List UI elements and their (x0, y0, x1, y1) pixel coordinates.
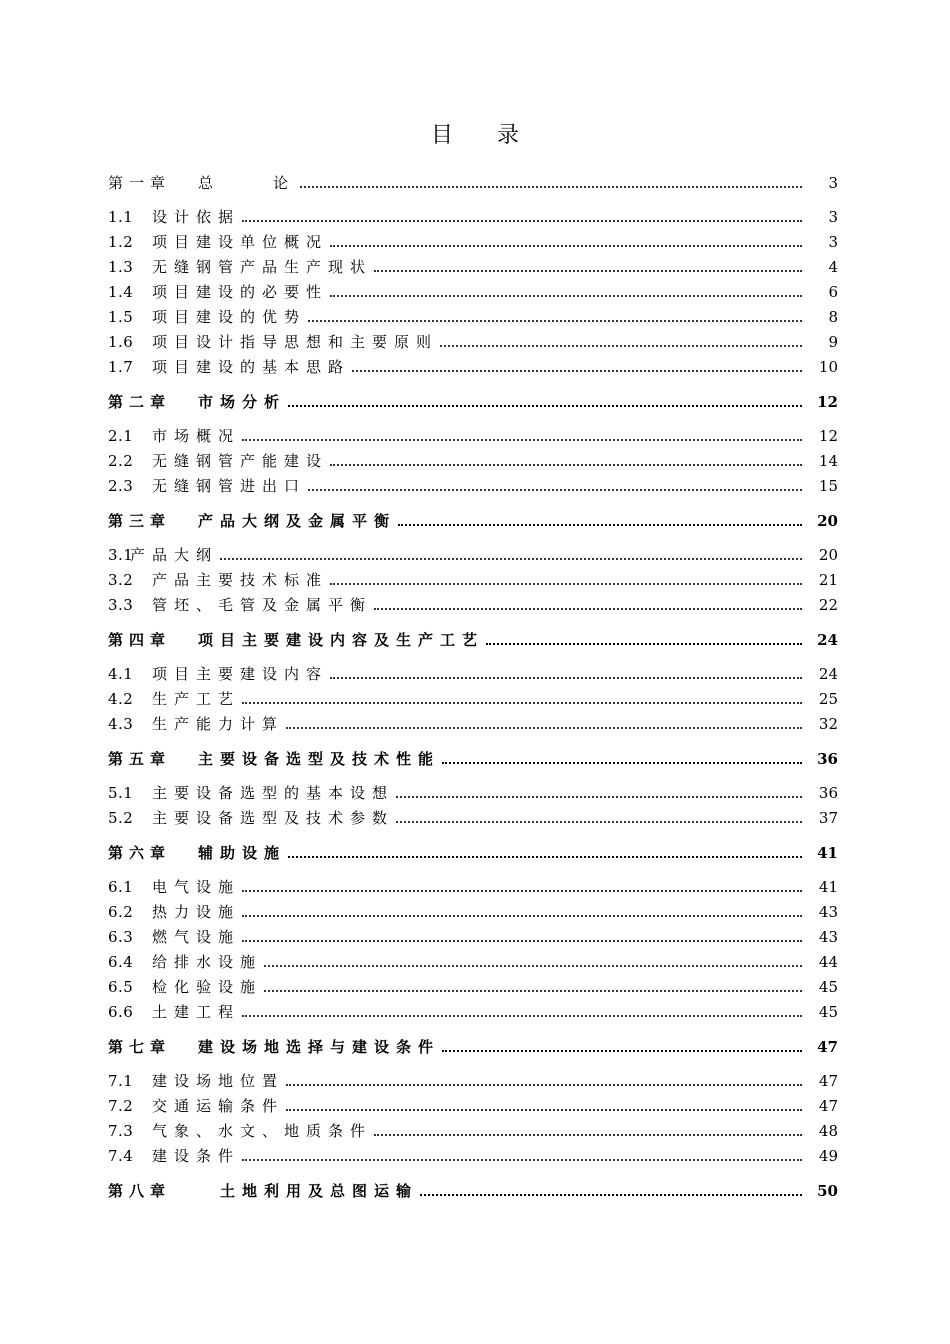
toc-section-entry[interactable] (108, 202, 838, 227)
toc-page-number: 22 (818, 596, 838, 614)
toc-section-entry[interactable] (108, 1116, 838, 1141)
toc-page-number: 41 (818, 878, 838, 896)
toc-entry-title: 热力设施 (152, 903, 241, 921)
toc-entry-title: 生产能力计算 (152, 715, 285, 733)
toc-chapter-entry[interactable] (108, 744, 838, 769)
toc-gap (108, 158, 838, 168)
toc-page-number: 10 (818, 358, 838, 376)
dot-leader (396, 796, 802, 798)
toc-entry-number: 第五章 (108, 749, 172, 768)
toc-entry-title: 项目建设的基本思路 (152, 358, 351, 376)
toc-page-number: 3 (828, 173, 838, 192)
dot-leader (442, 1050, 802, 1052)
toc-page-number: 20 (817, 511, 838, 530)
toc-entry-title: 项目建设的必要性 (152, 283, 329, 301)
toc-entry-title: 市场概况 (152, 427, 241, 445)
toc-page-number: 12 (818, 427, 838, 445)
dot-leader (308, 320, 802, 322)
toc-entry-number: 第一章 (108, 173, 172, 192)
toc-entry-title: 建设场地位置 (152, 1072, 285, 1090)
toc-page-number: 43 (818, 928, 838, 946)
toc-entry-number: 1.4 (108, 283, 134, 301)
toc-entry-title: 设计依据 (152, 208, 241, 226)
toc-chapter-entry[interactable] (108, 838, 838, 863)
toc-section-entry[interactable] (108, 252, 838, 277)
toc-section-entry[interactable] (108, 302, 838, 327)
toc-entry-number: 5.2 (108, 809, 134, 827)
toc-section-entry[interactable] (108, 659, 838, 684)
toc-entry-number: 2.2 (108, 452, 134, 470)
toc-page-number: 50 (817, 1181, 838, 1200)
toc-gap (108, 377, 838, 387)
dot-leader (242, 940, 802, 942)
toc-page-number: 6 (828, 283, 838, 301)
toc-entry-title: 检化验设施 (152, 978, 263, 996)
toc-section-entry[interactable] (108, 1141, 838, 1166)
dot-leader (288, 405, 802, 407)
toc-entry-number: 2.3 (108, 477, 134, 495)
toc-page-number: 47 (818, 1072, 838, 1090)
dot-leader (242, 702, 802, 704)
toc-chapter-entry[interactable] (108, 387, 838, 412)
toc-entry-number: 1.5 (108, 308, 134, 326)
toc-page-number: 37 (818, 809, 838, 827)
toc-section-entry[interactable] (108, 421, 838, 446)
toc-entry-title: 产品主要技术标准 (152, 571, 329, 589)
toc-gap (108, 734, 838, 744)
toc-entry-title: 土建工程 (152, 1003, 241, 1021)
dot-leader (300, 186, 802, 188)
toc-chapter-entry[interactable] (108, 1176, 838, 1201)
toc-page-number: 8 (828, 308, 838, 326)
toc-entry-number: 7.1 (108, 1072, 134, 1090)
toc-entry-title: 无缝钢管产品生产现状 (152, 258, 373, 276)
toc-page-number: 14 (818, 452, 838, 470)
toc-entry-number: 4.1 (108, 665, 134, 683)
toc-entry-number: 7.3 (108, 1122, 134, 1140)
toc-section-entry[interactable] (108, 972, 838, 997)
dot-leader (220, 558, 802, 560)
toc-gap (108, 863, 838, 873)
toc-page-number: 45 (818, 1003, 838, 1021)
toc-entry-number: 第二章 (108, 392, 172, 411)
toc-page-number: 4 (828, 258, 838, 276)
toc-section-entry[interactable] (108, 327, 838, 352)
toc-section-entry[interactable] (108, 922, 838, 947)
toc-entry-number: 6.6 (108, 1003, 134, 1021)
page-title: 目录 (430, 123, 563, 148)
toc-entry-number: 3.3 (108, 596, 134, 614)
dot-leader (398, 524, 802, 526)
toc-entry-title: 气象、水文、地质条件 (152, 1122, 373, 1140)
toc-entry-title: 给排水设施 (152, 953, 263, 971)
toc-section-entry[interactable] (108, 709, 838, 734)
toc-entry-title: 项目建设的优势 (152, 308, 307, 326)
toc-page-number: 47 (818, 1097, 838, 1115)
toc-page-number: 44 (818, 953, 838, 971)
toc-entry-number: 5.1 (108, 784, 134, 802)
toc-section-entry[interactable] (108, 352, 838, 377)
toc-entry-number: 第八章 (108, 1181, 172, 1200)
toc-page-number: 47 (817, 1037, 838, 1056)
toc-gap (108, 496, 838, 506)
toc-entry-number: 4.2 (108, 690, 134, 708)
toc-gap (108, 1057, 838, 1067)
toc-entry-title: 建设场地选择与建设条件 (198, 1037, 441, 1056)
toc-entry-title: 土地利用及总图运输 (220, 1181, 419, 1200)
toc-section-entry[interactable] (108, 684, 838, 709)
dot-leader (352, 370, 802, 372)
toc-section-entry[interactable] (108, 947, 838, 972)
toc-page-number: 36 (818, 784, 838, 802)
dot-leader (330, 677, 802, 679)
dot-leader (374, 270, 802, 272)
dot-leader (396, 821, 802, 823)
toc-page-number: 41 (817, 843, 838, 862)
toc-entry-number: 第七章 (108, 1037, 172, 1056)
toc-entry-number: 6.5 (108, 978, 134, 996)
toc-section-entry[interactable] (108, 778, 838, 803)
toc-entry-title: 管坯、毛管及金属平衡 (152, 596, 373, 614)
toc-gap (108, 828, 838, 838)
toc-page-number: 15 (818, 477, 838, 495)
dot-leader (374, 1134, 802, 1136)
toc-chapter-entry[interactable] (108, 625, 838, 650)
toc-gap (108, 615, 838, 625)
toc-section-entry[interactable] (108, 277, 838, 302)
toc-page-number: 45 (818, 978, 838, 996)
toc-entry-number: 1.3 (108, 258, 134, 276)
toc-entry-title: 辅助设施 (198, 843, 287, 862)
toc-entry-number: 7.2 (108, 1097, 134, 1115)
toc-chapter-entry[interactable] (108, 168, 838, 193)
toc-gap (108, 193, 838, 203)
dot-leader (288, 856, 802, 858)
toc-entry-title: 主要设备选型及技术参数 (152, 809, 395, 827)
toc-page-number: 12 (817, 392, 838, 411)
toc-entry-title: 产品大纲及金属平衡 (198, 511, 397, 530)
toc-gap (108, 1022, 838, 1032)
toc-page-number: 3 (828, 233, 838, 251)
dot-leader (308, 489, 802, 491)
table-of-contents (108, 158, 838, 1201)
toc-page-number: 24 (817, 630, 838, 649)
toc-entry-number: 1.6 (108, 333, 134, 351)
toc-entry-title: 主要设备选型及技术性能 (198, 749, 441, 768)
toc-entry-title: 燃气设施 (152, 928, 241, 946)
dot-leader (486, 643, 802, 645)
toc-entry-title: 总 论 (198, 173, 299, 192)
toc-gap (108, 769, 838, 779)
toc-entry-title: 无缝钢管进出口 (152, 477, 307, 495)
toc-page-number: 32 (818, 715, 838, 733)
dot-leader (330, 245, 802, 247)
toc-gap (108, 531, 838, 541)
dot-leader (330, 295, 802, 297)
toc-gap (108, 1166, 838, 1176)
toc-entry-title: 无缝钢管产能建设 (152, 452, 329, 470)
toc-chapter-entry[interactable] (108, 506, 838, 531)
toc-section-entry[interactable] (108, 565, 838, 590)
toc-entry-title: 电气设施 (152, 878, 241, 896)
toc-entry-number: 4.3 (108, 715, 134, 733)
toc-entry-number: 1.7 (108, 358, 134, 376)
toc-page-number: 43 (818, 903, 838, 921)
toc-section-entry[interactable] (108, 1066, 838, 1091)
dot-leader (242, 890, 802, 892)
toc-section-entry[interactable] (108, 590, 838, 615)
toc-entry-number: 6.4 (108, 953, 134, 971)
dot-leader (242, 1159, 802, 1161)
toc-entry-title: 建设条件 (152, 1147, 241, 1165)
toc-entry-title: 项目主要建设内容 (152, 665, 329, 683)
toc-entry-number: 6.1 (108, 878, 134, 896)
toc-section-entry[interactable] (108, 227, 838, 252)
toc-entry-title: 生产工艺 (152, 690, 241, 708)
toc-page-number: 48 (818, 1122, 838, 1140)
dot-leader (242, 220, 802, 222)
toc-section-entry[interactable] (108, 897, 838, 922)
toc-entry-title: 交通运输条件 (152, 1097, 285, 1115)
toc-entry-number: 第三章 (108, 511, 172, 530)
toc-chapter-entry[interactable] (108, 1032, 838, 1057)
toc-entry-title: 项目主要建设内容及生产工艺 (198, 630, 485, 649)
toc-page-number: 25 (818, 690, 838, 708)
dot-leader (264, 990, 802, 992)
dot-leader (420, 1194, 802, 1196)
dot-leader (330, 583, 802, 585)
toc-entry-title: 市场分析 (198, 392, 287, 411)
dot-leader (286, 1109, 802, 1111)
toc-section-entry[interactable] (108, 446, 838, 471)
toc-entry-number: 3.1 (108, 546, 134, 564)
toc-page-number: 24 (818, 665, 838, 683)
toc-entry-number: 第四章 (108, 630, 172, 649)
toc-entry-title: 产品大纲 (130, 546, 219, 564)
dot-leader (242, 1015, 802, 1017)
toc-entry-title: 主要设备选型的基本设想 (152, 784, 395, 802)
toc-section-entry[interactable] (108, 540, 838, 565)
toc-entry-number: 3.2 (108, 571, 134, 589)
dot-leader (242, 439, 802, 441)
toc-page-number: 9 (828, 333, 838, 351)
toc-entry-number: 6.3 (108, 928, 134, 946)
toc-entry-title: 项目设计指导思想和主要原则 (152, 333, 439, 351)
toc-entry-title: 项目建设单位概况 (152, 233, 329, 251)
toc-entry-number: 6.2 (108, 903, 134, 921)
toc-entry-number: 7.4 (108, 1147, 134, 1165)
toc-entry-number: 第六章 (108, 843, 172, 862)
dot-leader (374, 608, 802, 610)
toc-section-entry[interactable] (108, 997, 838, 1022)
toc-section-entry[interactable] (108, 872, 838, 897)
toc-entry-number: 1.1 (108, 208, 134, 226)
dot-leader (286, 1084, 802, 1086)
dot-leader (286, 727, 802, 729)
toc-gap (108, 412, 838, 422)
dot-leader (264, 965, 802, 967)
dot-leader (440, 345, 802, 347)
toc-page-number: 21 (818, 571, 838, 589)
toc-page-number: 36 (817, 749, 838, 768)
toc-page-number: 3 (828, 208, 838, 226)
toc-section-entry[interactable] (108, 1091, 838, 1116)
toc-entry-number: 2.1 (108, 427, 134, 445)
dot-leader (442, 762, 802, 764)
dot-leader (242, 915, 802, 917)
toc-page-number: 49 (818, 1147, 838, 1165)
toc-page-number: 20 (818, 546, 838, 564)
toc-gap (108, 650, 838, 660)
dot-leader (330, 464, 802, 466)
toc-entry-number: 1.2 (108, 233, 134, 251)
toc-section-entry[interactable] (108, 803, 838, 828)
toc-section-entry[interactable] (108, 471, 838, 496)
